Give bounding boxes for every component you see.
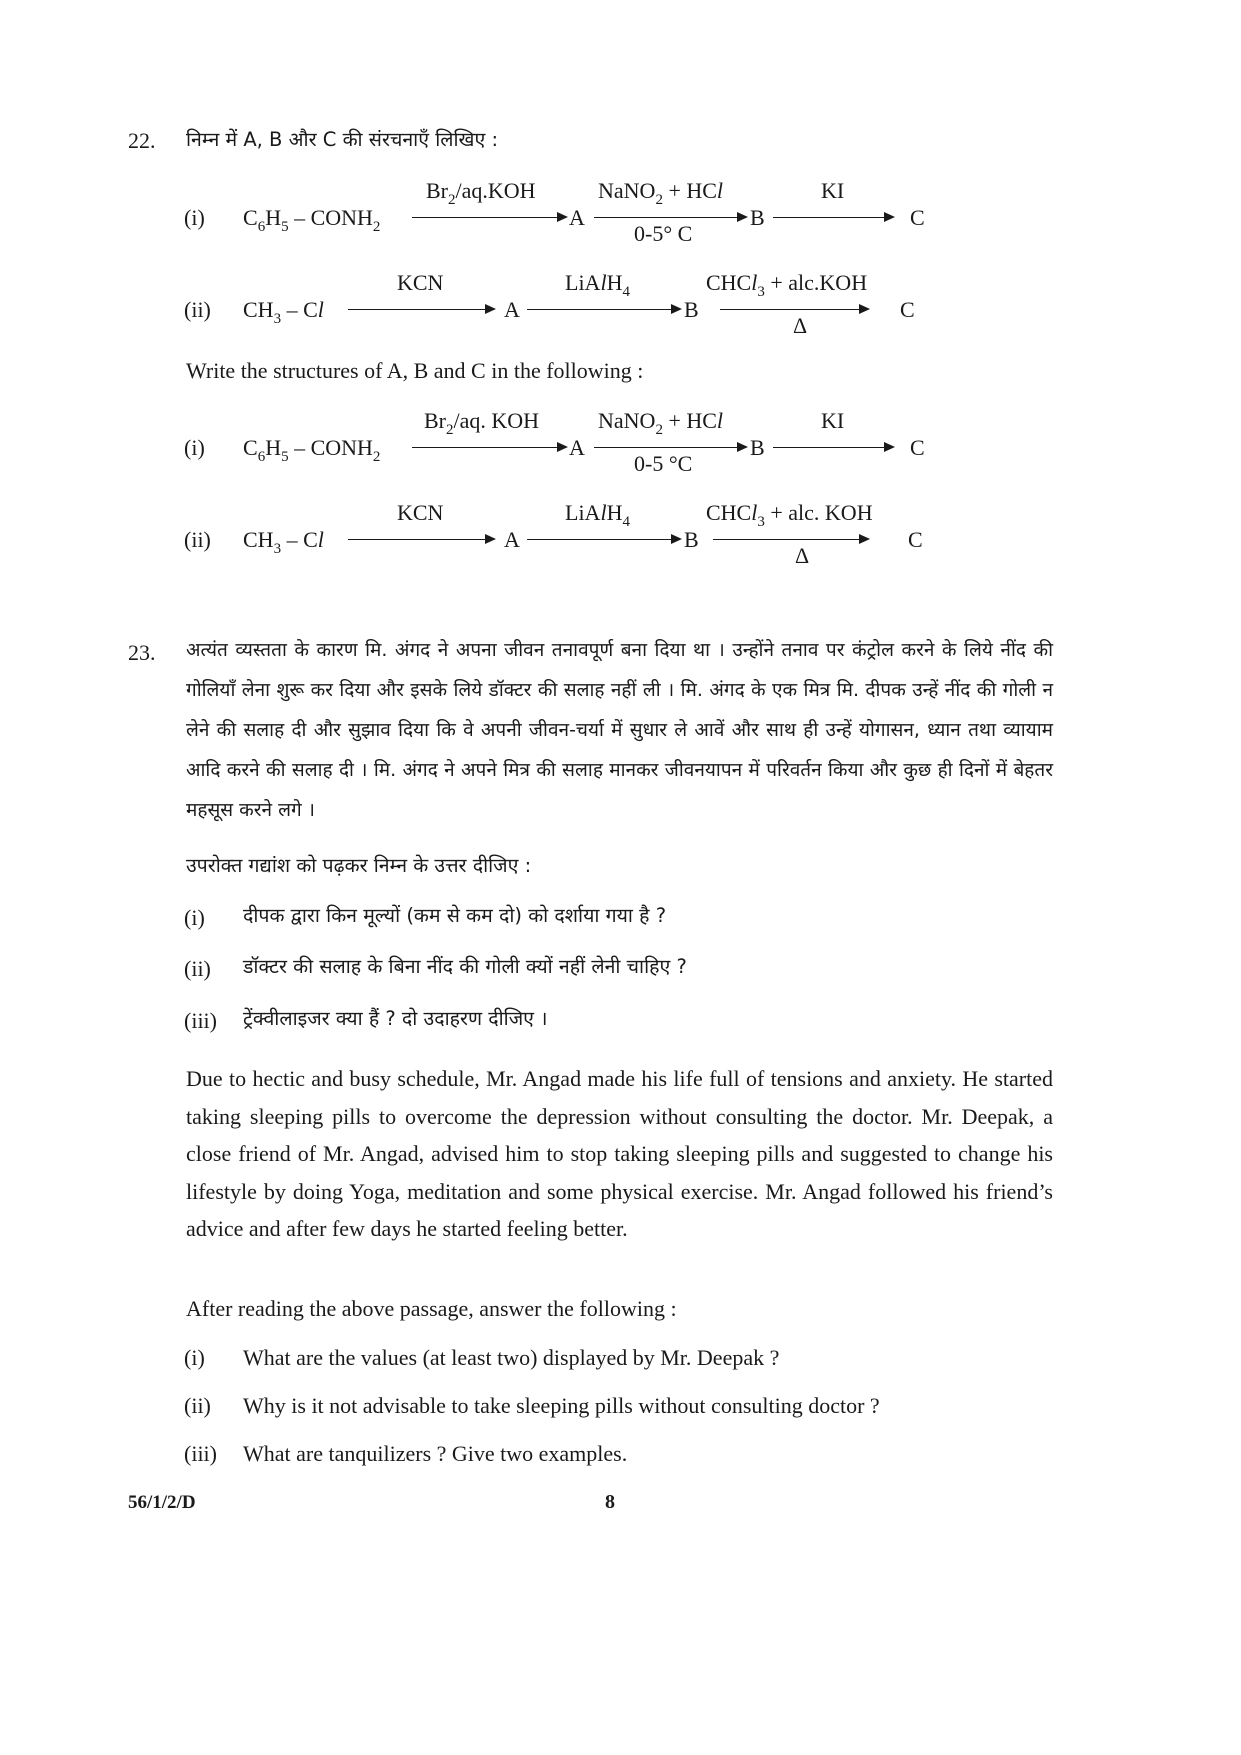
sub-question-text: Why is it not advisable to take sleeping pills without consulting doctor ? bbox=[243, 1393, 880, 1418]
reaction-label: (i) bbox=[184, 205, 205, 230]
reaction-arrow bbox=[594, 447, 746, 448]
sub-question-label: (iii) bbox=[184, 1008, 217, 1033]
reagent-2: LiAlH$_4$ bbox=[565, 500, 630, 530]
reagent-3: CHCl$_3$ + alc.KOH bbox=[706, 270, 868, 300]
sub-question-label: (iii) bbox=[184, 1441, 217, 1466]
reaction-label: (ii) bbox=[184, 527, 211, 552]
reactant: $C_6H_5$ – $CONH_2$ bbox=[243, 435, 381, 465]
sub-question-text: What are tanquilizers ? Give two examples. bbox=[243, 1441, 628, 1466]
reagent-1: $Br_2/aq.KOH$ bbox=[426, 178, 536, 208]
reaction-label: (i) bbox=[184, 435, 205, 460]
sub-question-label: (i) bbox=[184, 1345, 205, 1370]
reagent-1: $Br_2/aq$. KOH bbox=[424, 408, 540, 438]
product-c: C bbox=[900, 297, 915, 322]
reagent-3: CHCl$_3$ + alc. KOH bbox=[706, 500, 873, 530]
question-22-hindi-prompt: निम्न में A, B और C की संरचनाएँ लिखिए : bbox=[186, 128, 499, 151]
reaction-arrow bbox=[412, 217, 566, 218]
product-c: C bbox=[910, 435, 925, 460]
product-c: C bbox=[910, 205, 925, 230]
reaction-arrow bbox=[527, 309, 680, 310]
reaction-arrow bbox=[713, 539, 868, 540]
reaction-arrow bbox=[773, 217, 893, 218]
reaction-arrow bbox=[527, 539, 680, 540]
reagent-2: NaNO$_2$ + HCl bbox=[598, 408, 724, 438]
reaction-label: (ii) bbox=[184, 297, 211, 322]
reagent-3: KI bbox=[821, 408, 845, 433]
question-23-english-instruction: After reading the above passage, answer the following : bbox=[186, 1296, 677, 1321]
sub-question-text: डॉक्टर की सलाह के बिना नींद की गोली क्यों नहीं लेनी चाहिए ? bbox=[243, 955, 687, 978]
question-23-hindi-passage: अत्यंत व्यस्तता के कारण मि. अंगद ने अपना जीवन तनावपूर्ण बना दिया था । उन्होंने तनाव पर कंट्रोल करने के लिये नींद की गोलियाँ लेना शुरू कर दिया और इसके लिये डॉक्टर की सलाह नहीं ली । मि. अंगद के एक मित्र मि. दीपक उन्हें नींद की गोली न लेने की सलाह दी और सुझाव दिया कि वे अपनी जीवन-चर्या में सुधार ले आवें और साथ ही उन्हें योगासन, ध्यान तथा व्यायाम आदि करने की सलाह दी । मि. अंगद ने अपने मित्र की सलाह मानकर जीवनयापन में परिवर्तन किया और कुछ ही दिनों में बेहतर महसूस करने लगे । bbox=[186, 639, 1053, 821]
question-23-english-passage: Due to hectic and busy schedule, Mr. Angad made his life full of tensions and anxiety. He started taking sleeping pills to overcome the depression without consulting the doctor. Mr. Deepak, a close friend of Mr. Angad, advised him to stop taking sleeping pills and suggested to change his lifestyle by doing Yoga, meditation and some physical exercise. Mr. Angad followed his friend’s advice and after few days he started feeling better. bbox=[186, 1066, 1053, 1242]
page-number: 8 bbox=[605, 1491, 615, 1513]
product-a: A bbox=[504, 527, 520, 552]
reagent-1: KCN bbox=[397, 270, 444, 295]
sub-question-label: (ii) bbox=[184, 956, 211, 981]
reactant: $CH_3$ – Cl bbox=[243, 527, 324, 557]
reaction-arrow bbox=[773, 447, 893, 448]
paper-code: 56/1/2/D bbox=[128, 1492, 196, 1513]
heat-symbol: Δ bbox=[795, 543, 810, 568]
product-b: B bbox=[750, 435, 765, 460]
question-22-number: 22. bbox=[128, 128, 156, 153]
sub-question-text: ट्रेंक्वीलाइजर क्या हैं ? दो उदाहरण दीजिए । bbox=[243, 1007, 548, 1030]
sub-question-text: What are the values (at least two) displayed by Mr. Deepak ? bbox=[243, 1345, 780, 1370]
sub-question-text: दीपक द्वारा किन मूल्यों (कम से कम दो) को दर्शाया गया है ? bbox=[243, 904, 667, 927]
product-b: B bbox=[750, 205, 765, 230]
question-23-hindi-instruction: उपरोक्त गद्यांश को पढ़कर निम्न के उत्तर दीजिए : bbox=[186, 854, 532, 877]
reaction-arrow bbox=[594, 217, 746, 218]
reagent-2-condition: 0-5° C bbox=[634, 221, 693, 246]
product-a: A bbox=[569, 205, 585, 230]
reaction-arrow bbox=[348, 539, 494, 540]
product-b: B bbox=[684, 527, 699, 552]
reaction-arrow bbox=[348, 309, 494, 310]
product-b: B bbox=[684, 297, 699, 322]
reagent-2-condition: 0-5 °C bbox=[634, 451, 693, 476]
product-a: A bbox=[504, 297, 520, 322]
sub-question-label: (ii) bbox=[184, 1393, 211, 1418]
reagent-2: LiAlH$_4$ bbox=[565, 270, 630, 300]
product-a: A bbox=[569, 435, 585, 460]
product-c: C bbox=[908, 527, 923, 552]
question-22-english-prompt: Write the structures of A, B and C in the following : bbox=[186, 358, 644, 383]
reagent-3: KI bbox=[821, 178, 845, 203]
heat-symbol: Δ bbox=[793, 313, 808, 338]
reaction-arrow bbox=[720, 309, 868, 310]
question-23-number: 23. bbox=[128, 640, 156, 665]
reactant: $C_6H_5$ – $CONH_2$ bbox=[243, 205, 381, 235]
reagent-2: NaNO$_2$ + HCl bbox=[598, 178, 724, 208]
sub-question-label: (i) bbox=[184, 905, 205, 930]
reaction-arrow bbox=[412, 447, 566, 448]
reactant: $CH_3$ – Cl bbox=[243, 297, 324, 327]
reagent-1: KCN bbox=[397, 500, 444, 525]
